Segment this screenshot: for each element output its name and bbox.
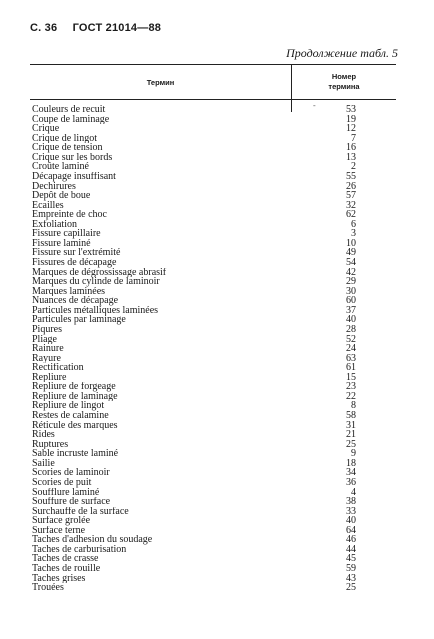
term-cell: Restes de calamine (32, 411, 109, 421)
table-row (30, 268, 396, 278)
term-number-cell: 3 (351, 228, 356, 240)
terms-table (30, 64, 396, 593)
term-cell: Crique sur les bords (32, 152, 113, 163)
table-row (30, 545, 396, 555)
term-cell: Crique de lingot (32, 133, 97, 144)
term-cell: Particules métalliques laminées (32, 305, 159, 316)
table-row (30, 392, 396, 402)
term-number-cell: 53 (346, 104, 356, 115)
term-number-cell: 31 (346, 419, 356, 431)
table-row (30, 574, 396, 584)
term-cell: Sailie (32, 458, 55, 469)
term-cell: Marques laminées (32, 286, 106, 297)
term-cell: Pliage (32, 334, 57, 345)
table-row (30, 134, 396, 144)
table-row (30, 143, 396, 153)
term-number-cell: 26 (346, 180, 356, 192)
table-row (30, 277, 396, 287)
term-cell: Décapage insuffisant (32, 171, 116, 182)
table-body (30, 100, 396, 593)
table-row (30, 258, 396, 268)
term-cell: Surface grolée (32, 516, 91, 526)
term-cell: Surchauffe de la surface (32, 506, 129, 517)
table-row (30, 306, 396, 316)
term-number-cell: 7 (351, 132, 356, 144)
term-cell: Sable incruste laminé (32, 449, 119, 459)
table-row (30, 354, 396, 364)
table-row (30, 296, 396, 306)
term-cell: Rayure (32, 353, 61, 364)
table-row (30, 535, 396, 545)
term-cell: Croûte laminé (32, 162, 89, 172)
term-number-cell: 25 (346, 582, 356, 594)
term-cell: Taches de carburisation (32, 544, 127, 555)
term-cell: Fissures de décapage (32, 258, 117, 268)
table-row (30, 421, 396, 431)
table-row (30, 335, 396, 345)
term-cell: Ruptures (32, 439, 69, 450)
term-number-cell: 54 (346, 257, 356, 268)
column-header-term: Термин (30, 65, 292, 99)
dash-mark: - (313, 101, 316, 110)
table-row (30, 497, 396, 507)
term-cell: Couleurs de recuit (32, 105, 106, 115)
term-number-cell: 32 (346, 199, 356, 211)
term-cell: Depôt de boue (32, 191, 91, 201)
term-number-cell: 40 (346, 515, 356, 527)
term-number-cell: 9 (351, 448, 356, 460)
term-number-cell: 6 (351, 218, 356, 230)
table-row (30, 583, 396, 593)
term-number-cell: 12 (346, 123, 356, 135)
term-number-cell: 15 (346, 371, 356, 383)
term-number-cell: 8 (351, 400, 356, 412)
table-row (30, 115, 396, 125)
standard-code: ГОСТ 21014—88 (72, 22, 162, 34)
term-number-cell: 28 (346, 323, 356, 335)
term-cell: Ecailles (32, 200, 64, 211)
term-cell: Rectification (32, 363, 84, 373)
table-continuation-label: Продолжение табл. 5 (286, 46, 398, 60)
table-row (30, 220, 396, 230)
table-row (30, 201, 396, 211)
column-header-number (292, 65, 396, 99)
table-row (30, 507, 396, 517)
term-cell: Repliure (32, 372, 67, 383)
term-cell: Particules par laminage (32, 315, 126, 325)
term-number-cell: 61 (346, 362, 356, 374)
table-header (30, 65, 396, 99)
term-number-cell: 33 (346, 505, 356, 517)
term-number-cell: 16 (346, 142, 356, 154)
table-row (30, 124, 396, 134)
term-cell: Fissure sur l'extrémité (32, 248, 121, 258)
term-number-cell: 36 (346, 476, 356, 488)
term-number-cell: 21 (346, 429, 356, 441)
term-cell: Dechirures (32, 181, 76, 192)
page-number: С. 36 (30, 22, 58, 34)
term-number-cell: 38 (346, 496, 356, 508)
table-row (30, 440, 396, 450)
term-number-cell: 24 (346, 343, 356, 355)
term-number-cell: 43 (346, 572, 356, 584)
term-cell: Marques de dégrossissage abrasif (32, 267, 167, 278)
table-row (30, 459, 396, 469)
table-row (30, 210, 396, 220)
table-row (30, 182, 396, 192)
term-number-cell: 60 (346, 295, 356, 307)
term-number-cell: 44 (346, 543, 356, 555)
table-row (30, 554, 396, 564)
term-cell: Taches grises (32, 573, 86, 584)
term-cell: Taches de rouille (32, 564, 101, 574)
term-cell: Exfoliation (32, 219, 77, 230)
table-row (30, 248, 396, 258)
column-divider (291, 100, 292, 112)
term-number-cell: 30 (346, 285, 356, 297)
term-number-cell: 40 (346, 314, 356, 326)
table-row (30, 468, 396, 478)
term-cell: Surface terne (32, 525, 86, 536)
term-number-cell: 18 (346, 457, 356, 469)
term-number-cell: 37 (346, 304, 356, 316)
table-row (30, 153, 396, 163)
table-row (30, 478, 396, 488)
term-cell: Repliure de forgeage (32, 382, 116, 392)
table-row (30, 488, 396, 498)
term-cell: Souffure de surface (32, 497, 111, 507)
table-row (30, 382, 396, 392)
term-cell: Empreinte de choc (32, 210, 107, 220)
term-cell: Scories de laminoir (32, 468, 110, 478)
term-cell: Soufflure laminé (32, 487, 100, 498)
term-number-cell: 22 (346, 390, 356, 402)
table-row (30, 449, 396, 459)
table-row (30, 526, 396, 536)
term-number-cell: 34 (346, 467, 356, 479)
term-cell: Rides (32, 430, 55, 440)
term-cell: Réticule des marques (32, 420, 118, 431)
term-cell: Repliure de lingot (32, 401, 105, 411)
table-row (30, 373, 396, 383)
term-number-cell: 4 (351, 486, 356, 498)
table-row (30, 401, 396, 411)
table-row (30, 162, 396, 172)
term-number-cell: 64 (346, 524, 356, 536)
term-number-cell: 59 (346, 563, 356, 574)
column-header-number-line1: Номер (331, 72, 357, 81)
term-number-cell: 52 (346, 333, 356, 345)
term-number-cell: 13 (346, 151, 356, 163)
term-number-cell: 45 (346, 553, 356, 565)
table-row (30, 516, 396, 526)
term-cell: Rainure (32, 344, 64, 354)
term-cell: Coupe de laminage (32, 114, 110, 125)
term-number-cell: 58 (346, 410, 356, 421)
term-cell: Taches de crasse (32, 554, 99, 564)
term-cell: Taches d'adhesion du soudage (32, 535, 153, 545)
table-row (30, 239, 396, 249)
term-cell: Repliure de laminage (32, 391, 118, 402)
term-number-cell: 19 (346, 113, 356, 125)
table-row (30, 344, 396, 354)
table-row (30, 229, 396, 239)
term-number-cell: 29 (346, 276, 356, 288)
term-number-cell: 57 (346, 190, 356, 202)
table-row (30, 564, 396, 574)
term-number-cell: 62 (346, 209, 356, 221)
term-number-cell: 23 (346, 381, 356, 393)
term-cell: Fissure laminé (32, 238, 91, 249)
term-cell: Crique (32, 124, 60, 134)
table-row (30, 287, 396, 297)
column-header-number-line2: термина (328, 82, 360, 91)
term-cell: Marques du cylinde de laminoir (32, 277, 160, 287)
table-row (30, 315, 396, 325)
table-row (30, 105, 396, 115)
page-header (30, 22, 161, 34)
table-row (30, 191, 396, 201)
term-cell: Nuances de décapage (32, 296, 119, 306)
table-row (30, 325, 396, 335)
term-cell: Crique de tension (32, 143, 103, 153)
term-number-cell: 63 (346, 352, 356, 364)
table-row (30, 411, 396, 421)
term-number-cell: 42 (346, 266, 356, 278)
term-cell: Fissure capillaire (32, 229, 101, 239)
term-number-cell: 2 (351, 161, 356, 173)
term-number-cell: 10 (346, 237, 356, 249)
term-cell: Trouées (32, 583, 64, 593)
term-number-cell: 46 (346, 534, 356, 546)
term-number-cell: 49 (346, 247, 356, 259)
term-number-cell: 25 (346, 438, 356, 450)
table-row (30, 363, 396, 373)
term-cell: Piqures (32, 324, 62, 335)
table-row (30, 430, 396, 440)
term-number-cell: 55 (346, 170, 356, 182)
term-cell: Scories de puit (32, 477, 92, 488)
table-row (30, 172, 396, 182)
